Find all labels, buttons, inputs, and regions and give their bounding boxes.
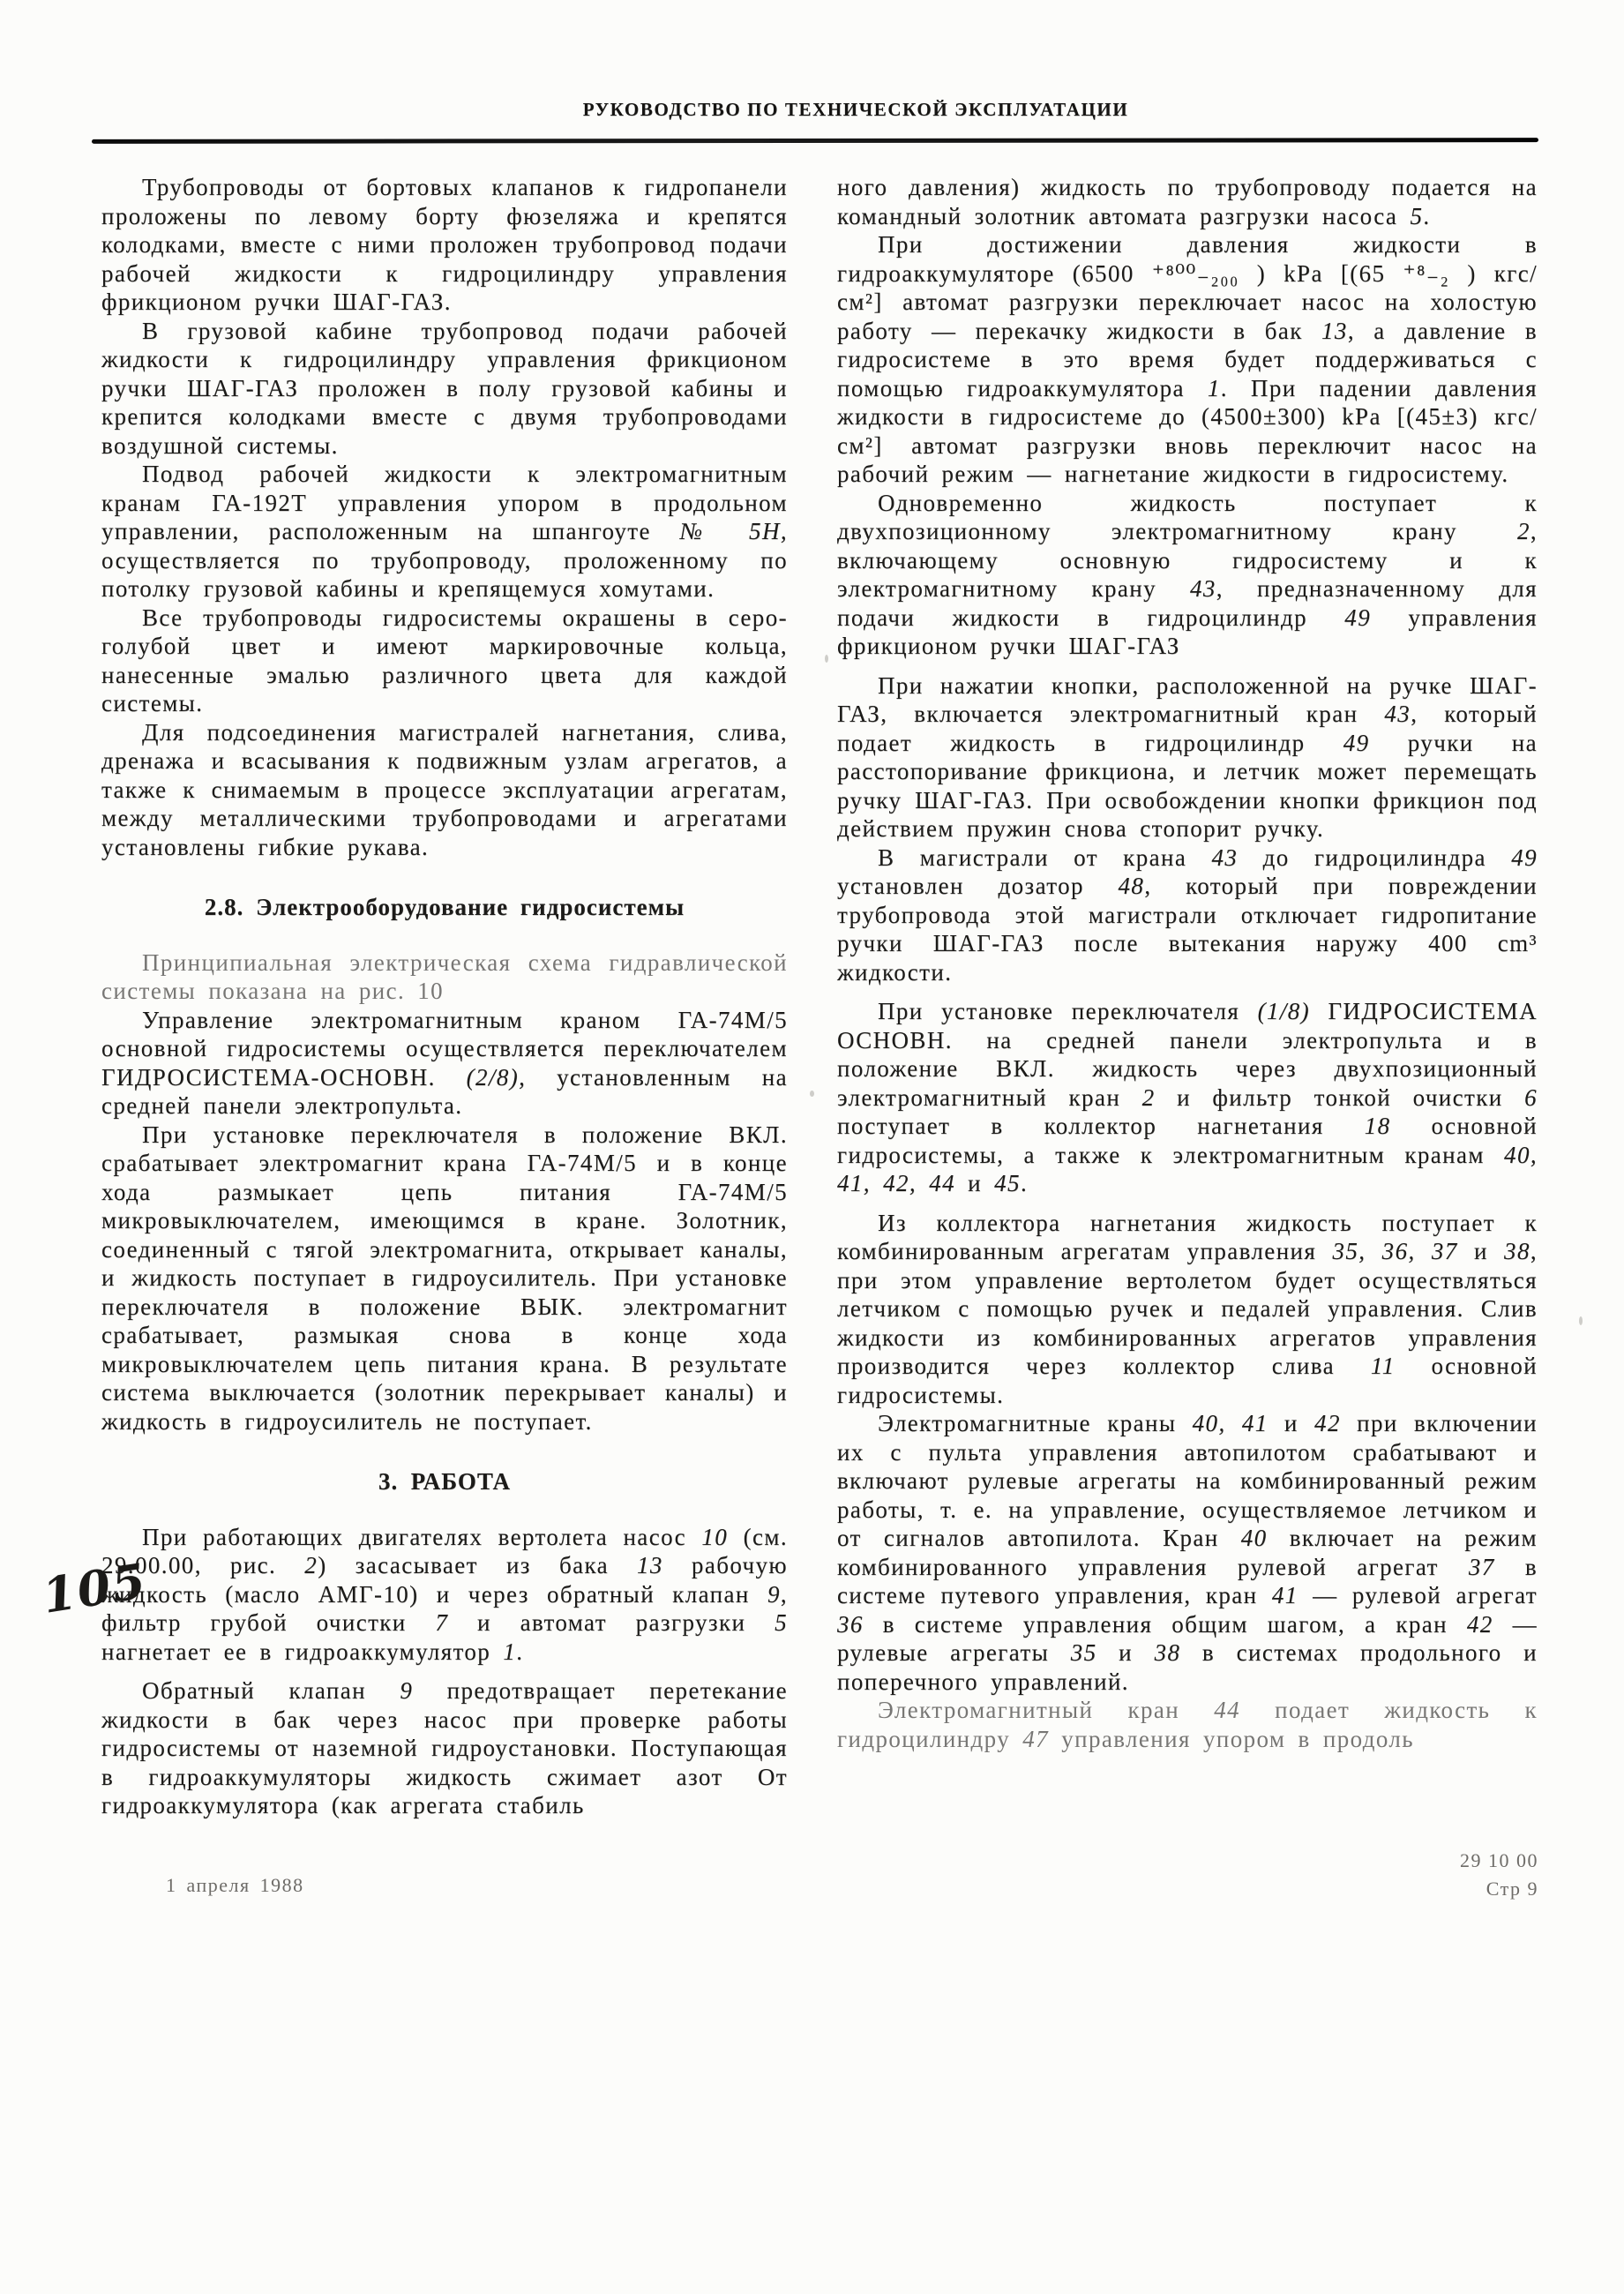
callout-number: (2/8), bbox=[466, 1063, 527, 1091]
callout-number: 10 bbox=[701, 1523, 729, 1550]
callout-number: 2 bbox=[1516, 518, 1530, 544]
callout-number: 38 bbox=[1154, 1639, 1181, 1666]
callout-number: 38 bbox=[1504, 1238, 1530, 1264]
text-run: нагнетает ее в гидроаккумулятор bbox=[101, 1638, 504, 1665]
callout-number: 49 bbox=[1344, 603, 1372, 631]
callout-number: 43 bbox=[1211, 843, 1239, 871]
text-run: и bbox=[1268, 1410, 1315, 1436]
text-run: Обратный клапан bbox=[142, 1677, 400, 1704]
callout-number: 41 bbox=[1271, 1582, 1298, 1608]
paragraph bbox=[101, 1676, 788, 1820]
text-run: В грузовой кабине трубопровод подачи рабочей жидкости к гидроцилиндру управления фрикционом ручки ШАГ-ГАЗ проложен в полу грузовой кабины и крепится колодками вместе с двумя трубопроводами воздушной системы. bbox=[101, 317, 788, 459]
text-run: поступает в коллектор нагнетания bbox=[837, 1113, 1365, 1139]
footer-date: 1 апреля 1988 bbox=[166, 1874, 304, 1896]
callout-number: 7 bbox=[435, 1609, 449, 1636]
text-run: При достижении давления жидкости в гидроаккумуляторе (6500 ⁺⁸⁰⁰₋₂₀₀ ) kPa [(65 ⁺⁸₋₂ ) кгс/см²] автомат разгрузки переключает насос на холостую работу — перекачку жидкости в бак bbox=[837, 231, 1538, 344]
text-run: основной гидросистемы, а также к электромагнитным кранам bbox=[837, 1113, 1538, 1168]
text-run: ручки на расстопоривание фрикциона, и летчик может перемещать ручку ШАГ-ГАЗ. При освобождении кнопки фрикцион под действием пружин снова стопорит ручку. bbox=[837, 729, 1538, 842]
text-run: и bbox=[955, 1170, 995, 1196]
paragraph bbox=[837, 230, 1538, 489]
text-run: установленным на средней панели электропульта. bbox=[101, 1063, 788, 1119]
footer-chapter-number: 29 10 00 bbox=[1460, 1849, 1538, 1871]
callout-number: 42 bbox=[1314, 1410, 1341, 1436]
paragraph bbox=[837, 843, 1538, 987]
callout-number: 49 bbox=[1511, 843, 1538, 871]
paragraph bbox=[101, 1006, 788, 1121]
text-run: в системе путевого управления, кран bbox=[837, 1553, 1538, 1608]
callout-number: 2 bbox=[1141, 1083, 1156, 1111]
footer-page-number: Стр 9 bbox=[1486, 1878, 1538, 1900]
page-title: РУКОВОДСТВО ПО ТЕХНИЧЕСКОЙ ЭКСПЛУАТАЦИИ bbox=[582, 99, 1129, 120]
text-run: Электромагнитные краны bbox=[878, 1410, 1193, 1436]
text-run: Управление электромагнитным краном ГА-74М/5 основной гидросистемы осуществляется переключателем ГИДРОСИСТЕМА-ОСНОВН. bbox=[101, 1006, 788, 1091]
text-run: осуществляется по трубопроводу, проложенному по потолку грузовой кабины и крепящемуся хомутами. bbox=[101, 546, 788, 602]
callout-number: 37 bbox=[1468, 1553, 1495, 1580]
text-run: При нажатии кнопки, расположенной на ручке ШАГ-ГАЗ, включается электромагнитный кран bbox=[837, 671, 1538, 727]
callout-number: 5 bbox=[1410, 202, 1424, 229]
callout-number: 35, 36, 37 bbox=[1332, 1238, 1458, 1264]
text-run: Подвод рабочей жидкости к электромагнитным кранам ГА-192Т управления упором в продольном управлении, расположенным на шпангоуте bbox=[101, 461, 788, 544]
text-run: При работающих двигателях вертолета насос bbox=[142, 1523, 702, 1550]
text-run: управления упором в продоль bbox=[1049, 1725, 1414, 1752]
text-run: в системах продольного и поперечного управлений. bbox=[837, 1639, 1538, 1695]
header-divider bbox=[92, 138, 1538, 144]
left-column bbox=[101, 173, 788, 1820]
paragraph bbox=[837, 671, 1538, 843]
callout-number: 43 bbox=[1384, 701, 1411, 727]
paragraph bbox=[837, 1409, 1538, 1696]
callout-number: 5 bbox=[775, 1609, 788, 1636]
text-run: ного давления) жидкость по трубопроводу подается на командный золотник автомата разгрузки насоса bbox=[837, 174, 1538, 229]
text-run: рабочую жидкость (масло АМГ-10) и через обратный клапан bbox=[101, 1552, 788, 1608]
text-run: При установке переключателя bbox=[878, 998, 1258, 1024]
text-run: Одновременно жидкость поступает к двухпозиционному электромагнитному крану bbox=[837, 489, 1538, 544]
text-run: . bbox=[516, 1638, 524, 1665]
callout-number: 11 bbox=[1370, 1353, 1396, 1379]
text-run: , при этом управление вертолетом будет осуществляться летчиком с помощью ручек и педалей управления. Слив жидкости из комбинированных агрегатов управления производится через коллектор слива bbox=[837, 1238, 1538, 1379]
callout-number: 2 bbox=[304, 1552, 318, 1578]
text-run: ГИДРОСИСТЕМА ОСНОВН. на средней панели электропульта и в положение ВКЛ. жидкость через двухпозиционный электромагнитный кран bbox=[837, 998, 1538, 1111]
section-heading bbox=[101, 1467, 788, 1496]
text-run: установлен дозатор bbox=[837, 873, 1119, 899]
text-run: При установке переключателя в положение ВКЛ. срабатывает электромагнит крана ГА-74М/5 и в конце хода размыкает цепь питания ГА-74М/5 микровыключателем, имеющимся в кране. Золотник, соединенный с тягой электромагнита, открывает каналы, и жидкость поступает в гидроусилитель. При установке переключателя в положение ВЫК. электромагнит срабатывает, размыкая снова в конце хода микровыключателем цепь питания крана. В результате система выключается (золотник перекрывает каналы) и жидкость в гидроусилитель не поступает. bbox=[101, 1121, 788, 1435]
scan-artifact bbox=[1579, 1316, 1583, 1325]
callout-number: 9 bbox=[400, 1677, 414, 1704]
handwritten-page-number: 105 bbox=[38, 1552, 152, 1624]
text-run: включает на режим комбинированного управления рулевой агрегат bbox=[837, 1525, 1538, 1580]
text-run: в системе управления общим шагом, а кран bbox=[863, 1610, 1467, 1638]
text-run: Все трубопроводы гидросистемы окрашены в серо-голубой цвет и имеют маркировочные кольца, нанесенные эмалью различного цвета для каждой системы. bbox=[101, 603, 788, 716]
text-run: 2.8. Электрооборудование гидросистемы bbox=[204, 894, 685, 920]
text-run: управления фрикционом ручки ШАГ-ГАЗ bbox=[837, 603, 1538, 659]
callout-number: 40, 41, 42, 44 bbox=[837, 1141, 1538, 1196]
paragraph bbox=[837, 1696, 1538, 1753]
text-run: (см. 29.00.00, рис. bbox=[101, 1523, 788, 1578]
text-run: и bbox=[1457, 1238, 1505, 1264]
callout-number: 9 bbox=[767, 1580, 781, 1608]
callout-number: 40 bbox=[1240, 1525, 1268, 1551]
text-run: — рулевые агрегаты bbox=[837, 1610, 1538, 1666]
text-run: подает жидкость к гидроцилиндру bbox=[837, 1697, 1538, 1752]
text-run: , который при повреждении трубопровода этой магистрали отключает гидропитание ручки ШАГ-ГАЗ после вытекания наружу 400 cm³ жидкости. bbox=[837, 873, 1538, 986]
section-heading bbox=[101, 893, 788, 922]
text-run: . bbox=[1423, 202, 1431, 229]
paragraph bbox=[101, 1523, 788, 1667]
text-run: Принципиальная электрическая схема гидравлической системы показана на рис. 10 bbox=[101, 948, 788, 1004]
text-run: , который подает жидкость в гидроцилиндр bbox=[837, 701, 1538, 756]
text-run: и автомат разгрузки bbox=[448, 1609, 775, 1636]
text-run: ) засасывает из бака bbox=[318, 1552, 638, 1578]
callout-number: 1 bbox=[1207, 374, 1221, 401]
callout-number: 1 bbox=[503, 1638, 517, 1665]
paragraph bbox=[837, 489, 1538, 661]
callout-number: 42 bbox=[1466, 1610, 1493, 1638]
paragraph bbox=[101, 948, 788, 1006]
paragraph bbox=[101, 317, 788, 461]
footer-reference bbox=[1460, 1847, 1538, 1903]
callout-number: 45 bbox=[994, 1170, 1021, 1196]
text-run: , а давление в гидросистеме в это время будет поддерживаться с помощью гидроаккумулятора bbox=[837, 317, 1538, 401]
callout-number: 47 bbox=[1022, 1725, 1050, 1752]
right-column bbox=[837, 173, 1538, 1753]
text-run: , фильтр грубой очистки bbox=[101, 1580, 788, 1636]
text-run: . При падении давления жидкости в гидросистеме до (4500±300) kPa [(45±3) кгс/см²] автомат разгрузки вновь переключит насос на рабочий режим — нагнетание жидкости в гидросистему. bbox=[837, 374, 1538, 487]
text-run: , включающему основную гидросистему и к электромагнитному крану bbox=[837, 518, 1538, 602]
callout-number: 35 bbox=[1070, 1639, 1097, 1666]
text-run: В магистрали от крана bbox=[878, 843, 1212, 871]
text-run: при включении их с пульта управления автопилотом срабатывают и включают рулевые агрегаты на комбинированный режим работы, т. е. на управление, осуществляемое летчиком и от сигналов автопилота. Кран bbox=[837, 1410, 1538, 1551]
text-run: основной гидросистемы. bbox=[837, 1353, 1538, 1408]
callout-number: 13 bbox=[1321, 317, 1348, 344]
text-run: Из коллектора нагнетания жидкость поступает к комбинированным агрегатам управления bbox=[837, 1209, 1538, 1264]
text-run: предотвращает перетекание жидкости в бак через насос при проверке работы гидросистемы от наземной гидроустановки. Поступающая в гидроаккумуляторы жидкость сжимает азот От гидроаккумулятора (как агрегата стабиль bbox=[101, 1677, 788, 1818]
scan-artifact bbox=[825, 655, 828, 663]
text-run: Трубопроводы от бортовых клапанов к гидропанели проложены по левому борту фюзеляжа и крепятся колодками, вместе с ними проложен трубопровод подачи рабочей жидкости к гидроцилиндру управления фрикционом ручки ШАГ-ГАЗ. bbox=[101, 174, 788, 315]
text-run: , предназначенному для подачи жидкости в гидроцилиндр bbox=[837, 575, 1538, 631]
text-run: до гидроцилиндра bbox=[1238, 843, 1512, 871]
scan-artifact bbox=[810, 1091, 814, 1097]
paragraph bbox=[837, 173, 1538, 230]
callout-number: 44 bbox=[1214, 1697, 1241, 1723]
paragraph bbox=[101, 173, 788, 317]
text-run: Для подсоединения магистралей нагнетания, слива, дренажа и всасывания к подвижным узлам агрегатов, а также к снимаемым в процессе эксплуатации агрегатам, между металлическими трубопроводами и агрегатами установлены гибкие рукава. bbox=[101, 718, 788, 860]
callout-number: 49 bbox=[1343, 729, 1370, 756]
paragraph bbox=[837, 997, 1538, 1198]
text-run: и фильтр тонкой очистки bbox=[1155, 1083, 1525, 1111]
text-run: Электромагнитный кран bbox=[878, 1697, 1215, 1723]
callout-number: 40, 41 bbox=[1192, 1410, 1269, 1436]
callout-number: 18 bbox=[1364, 1113, 1391, 1139]
paragraph bbox=[101, 460, 788, 603]
callout-number: 43 bbox=[1189, 575, 1216, 602]
text-run: и bbox=[1096, 1639, 1155, 1666]
text-run: 3. РАБОТА bbox=[378, 1468, 512, 1495]
callout-number: № 5Н, bbox=[679, 518, 788, 544]
callout-number: 13 bbox=[637, 1552, 663, 1578]
callout-number: 48 bbox=[1118, 873, 1145, 899]
text-run: . bbox=[1020, 1170, 1029, 1196]
paragraph bbox=[101, 603, 788, 718]
paragraph bbox=[101, 718, 788, 862]
callout-number: (1/8) bbox=[1257, 998, 1311, 1024]
callout-number: 6 bbox=[1524, 1083, 1538, 1111]
callout-number: 36 bbox=[837, 1610, 864, 1638]
text-run: — рулевой агрегат bbox=[1298, 1582, 1538, 1608]
paragraph bbox=[837, 1209, 1538, 1410]
paragraph bbox=[101, 1121, 788, 1436]
